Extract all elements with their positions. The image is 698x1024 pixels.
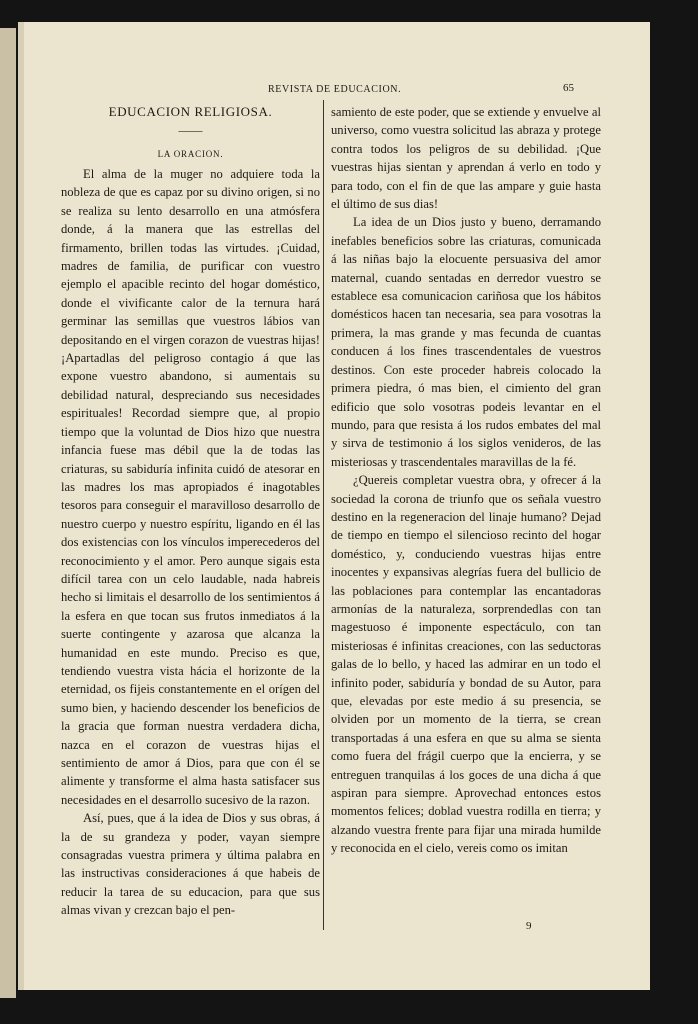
facing-page-edge: [0, 28, 16, 998]
book-page: [18, 22, 650, 990]
paragraph: ¿Quereis completar vuestra obra, y ofrecer á la sociedad la corona de triunfo que os señala vuestro destino en la regeneracion del linaje humano? Dejad de tiempo en tiempo el silencioso recinto del hogar doméstico, y, conduciendo vuestras hijas entre inocentes y expansivas alegrías fuera del bullicio de las poblaciones para contemplar las encantadoras armonías de la naturaleza, sorprendedlas con tan magestuoso é imponente espectáculo, con tan misteriosas é infinitas creaciones, con las seductoras galas de lo bello, y haced las admirar en un todo el infinito poder, sabiduría y bondad de su Autor, para que, elevadas por este medio á su presencia, se olviden por un momento de la tierra, se crean transportadas á una esfera en que su alma se sienta como fuera del frágil cuerpo que la encierra, y se entreguen tranquilas á los goces de una dicha á que aspiran para siempre. Aprovechad entonces estos momentos felices; doblad vuestra rodilla en tierra; y alzando vuestra frente para fijar una mirada humilde y reconocida en el cielo, vereis como os imitan: [331, 473, 601, 856]
paragraph-continued: samiento de este poder, que se extiende y envuelve al universo, como vuestra solicitud las abraza y protege contra todos los peligros de su debilidad. ¡Que vuestras hijas sientan y aprendan á verlo en todo y para todo, con el fin de que las ampare y guie hasta el último de sus dias!: [331, 105, 601, 212]
column-rule: [323, 100, 324, 930]
left-column: [61, 103, 320, 920]
page-number: 65: [563, 82, 574, 94]
signature-mark: 9: [526, 920, 532, 932]
paragraph: El alma de la muger no adquiere toda la nobleza de que es capaz por su divino origen, si no se realiza su lento desarrollo en una atmósfera donde, á la manera que las estrellas del firmamento, brillen todas las virtudes. ¡Cuidad, madres de familia, de purificar con vuestro ejemplo el apacible recinto del hogar doméstico, donde el vivificante calor de la ternura hará germinar las semillas que vuestros lábios van depositando en el virgen corazon de vuestras hijas! ¡Apartadlas del peligroso contagio á que las expone vuestro abandono, si aumentais su debilidad natural, despreciando sus necesidades espirituales! Recordad siempre que, al propio tiempo que la voluntad de Dios hizo que nuestra infancia fuese mas débil que la de todas las criaturas, su sabiduría infinita cuidó de atesorar en las madres los mas apropiados é inagotables tesoros para conseguir el maravilloso desarrollo de nuestro cuerpo y nuestro espíritu, ligando en él las dos existencias con los vínculos imperecederos del reconocimiento y el amor. Pero aunque sigais esta difícil tarea con un celo laudable, nada habreis hecho si limitais el desarrollo de los sentimientos á la esfera en que tocan sus frutos inmediatos á la suerte contingente y azarosa que alcanza la humanidad en este mundo. Preciso es que, tendiendo vuestra vista hácia el horizonte de la eternidad, os fijeis constantemente en el orígen del sumo bien, y haciendo descender los beneficios de la gracia que forman nuestra verdadera dicha, nazca en el corazon de vuestras hijas el sentimiento de amor á Dios, para que con él se alimente y transforme el alma hasta satisfacer sus necesidades en el desarrollo sucesivo de la razon.: [61, 167, 320, 807]
running-head: REVISTA DE EDUCACION.: [268, 84, 402, 95]
page-gutter-shadow: [18, 22, 24, 990]
article-subtitle: LA ORACION.: [157, 149, 224, 159]
paragraph: Así, pues, que á la idea de Dios y sus obras, á la de su grandeza y poder, vayan siempre consagradas vuestra primera y última palabra en las instructivas consideraciones á que habeis de reducir la tarea de su educacion, para que sus almas vivan y crezcan bajo el pen-: [61, 811, 320, 918]
article-title: EDUCACION RELIGIOSA.: [108, 104, 273, 119]
paragraph: La idea de un Dios justo y bueno, derramando inefables beneficios sobre las criaturas, comunicada á las niñas bajo la elocuente persuasiva del amor maternal, cuando sentadas en derredor vuestro se establece esa comunicacion cariñosa que los hábitos domésticos hacen tan necesaria, sea para vosotras la primera, la mas grande y mas fecunda de cuantas conducen á los fines trascendentales de vuestros destinos. Con este proceder habreis colocado la primera piedra, ó mas bien, el cimiento del gran edificio que solo vosotras podeis levantar en el mundo, para que resista á los rudos embates del mal y sirva de testimonio á los siglos venideros, de las misteriosas y trascendentales maravillas de la fé.: [331, 215, 601, 469]
title-separator: ——: [178, 123, 203, 137]
right-column: [331, 103, 601, 858]
